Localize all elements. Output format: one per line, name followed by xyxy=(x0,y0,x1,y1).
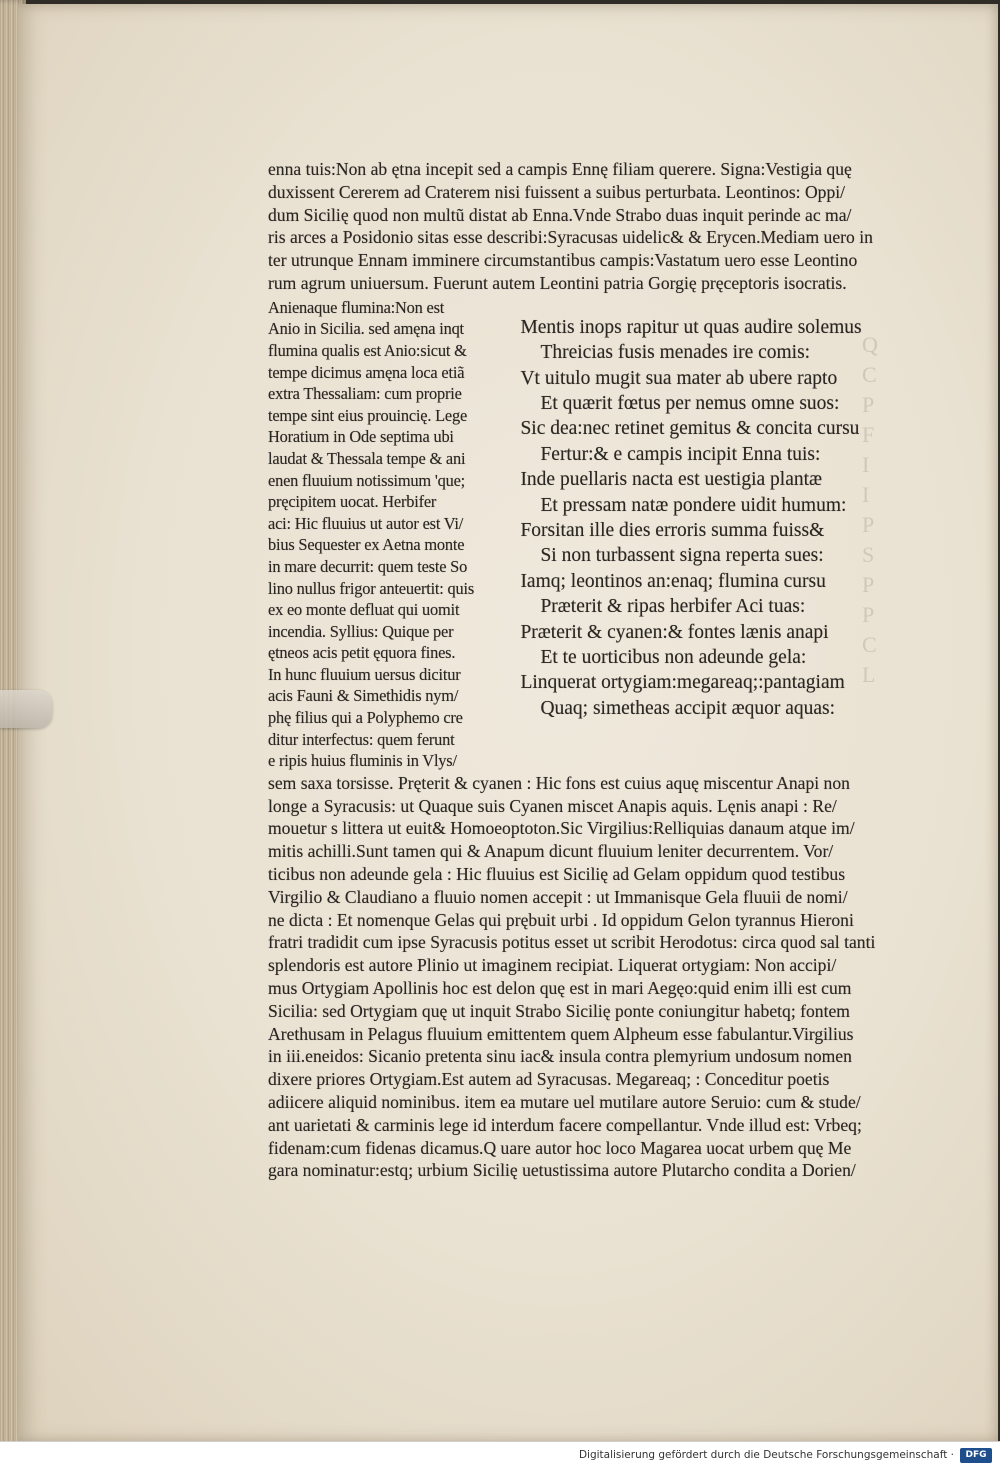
commentary-line: adiicere aliquid nominibus. item ea mutare uel mutilare autore Seruio: cum & stude/ xyxy=(268,1092,861,1112)
commentary-line: ne dicta : Et nomenque Gelas qui prębuit urbi . Id oppidum Gelon tyrannus Hieroni xyxy=(268,909,854,930)
commentary-line: aci: Hic fluuius ut autor est Vi/ xyxy=(268,513,464,533)
verse-line: Iamq; leontinos an:enaq; flumina cursu xyxy=(520,570,826,592)
two-column-section xyxy=(268,297,908,772)
verse-line: Et quærit fœtus per nemus omne suos: xyxy=(540,393,840,414)
verse-line: Forsitan ille dies erroris summa fuiss& xyxy=(520,520,825,542)
verse-line: Linquerat ortygiam:megareaq;:pantagiam xyxy=(520,672,845,694)
commentary-line: Arethusam in Pelagus fluuium emittentem quem Alpheum esse fabulantur.Virgilius xyxy=(268,1023,854,1044)
commentary-line: In hunc fluuium uersus dicitur xyxy=(268,664,461,684)
commentary-line: in mare decurrit: quem teste So xyxy=(268,556,468,576)
commentary-line: lino nullus frigor anteuertit: quis xyxy=(268,578,475,598)
commentary-line: sem saxa torsisse. Pręterit & cyanen : Hic fons est cuius aquę miscentur Anapi non xyxy=(268,772,850,793)
funding-credit: Digitalisierung gefördert durch die Deutsche Forschungsgemeinschaft · xyxy=(578,1449,954,1461)
footer-bar xyxy=(0,1441,1000,1470)
commentary-line: ticibus non adeunde gela : Hic fluuius est Sicilię ad Gelam oppidum quod testibus xyxy=(268,864,846,885)
commentary-line: ex eo monte defluat qui uomit xyxy=(268,600,460,620)
commentary-line: Virgilio & Claudiano a fluuio nomen accepit : ut Immanisque Gela fluuii de nomi/ xyxy=(268,886,848,907)
commentary-line: in iii.eneidos: Sicanio pretenta sinu iac& insula contra plemyrium undosum nomen xyxy=(268,1046,852,1067)
commentary-line: mitis achilli.Sunt tamen qui & Anapum dicunt fluuium leniter decurrentem. Vor/ xyxy=(268,841,834,862)
verse-line: Vt uitulo mugit sua mater ab ubere rapto xyxy=(520,367,838,389)
commentary-line: bius Sequester ex Aetna monte xyxy=(268,535,465,555)
commentary-line: Anio in Sicilia. sed amęna inqt xyxy=(268,319,464,339)
commentary-line: tempe sint eius prouincię. Lege xyxy=(268,405,468,425)
commentary-line: ętneos acis petit ęquora fines. xyxy=(268,643,456,663)
dfg-logo-icon[interactable]: DFG xyxy=(960,1448,992,1463)
commentary-line: dum Sicilię quod non multũ distat ab Enna.Vnde Strabo duas inquit perinde ac ma/ xyxy=(268,204,852,225)
commentary-line: incendia. Syllius: Quique per xyxy=(268,621,454,641)
verse-line: Sic dea:nec retinet gemitus & concita cursu xyxy=(520,418,860,440)
commentary-line: enen fluuium notissimum 'que; xyxy=(268,470,466,490)
commentary-line: duxissent Cererem ad Craterem nisi fuissent a suibus perturbata. Leontinos: Oppi/ xyxy=(268,181,846,202)
page-text xyxy=(268,158,908,1182)
commentary-line: ditur interfectus: quem ferunt xyxy=(268,729,455,749)
commentary-line: Horatium in Ode septima ubi xyxy=(268,427,454,447)
verse-line: Quaq; simetheas accipit æquor aquas: xyxy=(540,697,836,719)
commentary-bottom xyxy=(268,772,908,1182)
commentary-line: ter utrunque Ennam imminere circumstantibus campis:Vastatum uero esse Leontino xyxy=(268,250,858,271)
commentary-line: splendoris est autore Plinio ut imaginem recipiat. Liquerat ortygiam: Non accipi/ xyxy=(268,955,837,976)
verse-line: Inde puellaris nacta est uestigia plantæ xyxy=(520,469,823,491)
commentary-line: ris arces a Posidonio sitas esse describi:Syracusas uidelic& & Erycen.Mediam uero in xyxy=(268,227,873,248)
commentary-line: rum agrum uniuersum. Fuerunt autem Leontini patria Gorgię pręceptoris isocratis. xyxy=(268,272,847,293)
commentary-line: Sicilia: sed Ortygiam quę ut inquit Strabo Sicilię ponte coniungitur habetq; fontem xyxy=(268,1000,850,1021)
commentary-top xyxy=(268,158,908,295)
verse-line: Præterit & cyanen:& fontes lænis anapi xyxy=(520,621,829,643)
commentary-line: fidenam:cum fidenas dicamus.Q uare autor hoc loco Magarea uocat urbem quę Me xyxy=(268,1137,852,1158)
commentary-line: mus Ortygiam Apollinis hoc est delon quę est in mari Aegęo:quid enim illi est cum xyxy=(268,978,852,999)
commentary-line: flumina qualis est Anio:sicut & xyxy=(268,340,467,360)
verse-line: Threicias fusis menades ire comis: xyxy=(540,342,811,364)
commentary-line: dixere priores Ortygiam.Est autem ad Syracusas. Megareaq; : Conceditur poetis xyxy=(268,1069,830,1090)
bleed-through-text: Q C P F I I P S P P C L xyxy=(862,332,878,687)
bookmark-tab xyxy=(0,690,52,728)
verse-line: Et te uorticibus non adeunde gela: xyxy=(540,647,807,669)
commentary-line: extra Thessaliam: cum proprie xyxy=(268,384,462,404)
verse-column xyxy=(520,315,908,772)
commentary-line: tempe dicimus amęna loca etiã xyxy=(268,362,465,382)
verse-line: Fertur:& e campis incipit Enna tuis: xyxy=(540,443,821,465)
verse-line: Si non turbassent signa reperta sues: xyxy=(540,545,824,567)
commentary-line: gara nominatur:estq; urbium Sicilię uetustissima autore Plutarcho condita a Dorien/ xyxy=(268,1160,856,1181)
commentary-line: e ripis huius fluminis in Vlys/ xyxy=(268,751,457,771)
commentary-line: enna tuis:Non ab ętna incepit sed a campis Ennę filiam querere. Signa:Vestigia quę xyxy=(268,159,852,179)
commentary-line: acis Fauni & Simethidis nym/ xyxy=(268,686,459,706)
commentary-line: ant uarietati & carminis lege id interdum facere compellantur. Vnde illud est: Vrbeq; xyxy=(268,1114,862,1135)
commentary-line: phę filius qui a Polyphemo cre xyxy=(268,708,463,728)
commentary-line: longe a Syracusis: ut Quaque suis Cyanen miscet Anapis aquis. Lęnis anapi : Re/ xyxy=(268,795,837,816)
commentary-line: Anienaque flumina:Non est xyxy=(268,297,445,317)
commentary-line: mouetur s littera ut euit& Homoeoptoton.Sic Virgilius:Relliquias danaum atque im/ xyxy=(268,818,855,839)
commentary-line: fratri tradidit cum ipse Syracusis potitus esset ut scribit Herodotus: circa quod sal tanti xyxy=(268,932,876,953)
commentary-line: laudat & Thessala tempe & ani xyxy=(268,448,466,468)
verse-line: Præterit & ripas herbifer Aci tuas: xyxy=(540,596,806,618)
commentary-line: pręcipitem uocat. Herbifer xyxy=(268,492,437,512)
commentary-left-column xyxy=(268,297,516,772)
verse-line: Mentis inops rapitur ut quas audire solemus xyxy=(520,316,862,338)
verse-line: Et pressam natæ pondere uidit humum: xyxy=(540,494,847,516)
